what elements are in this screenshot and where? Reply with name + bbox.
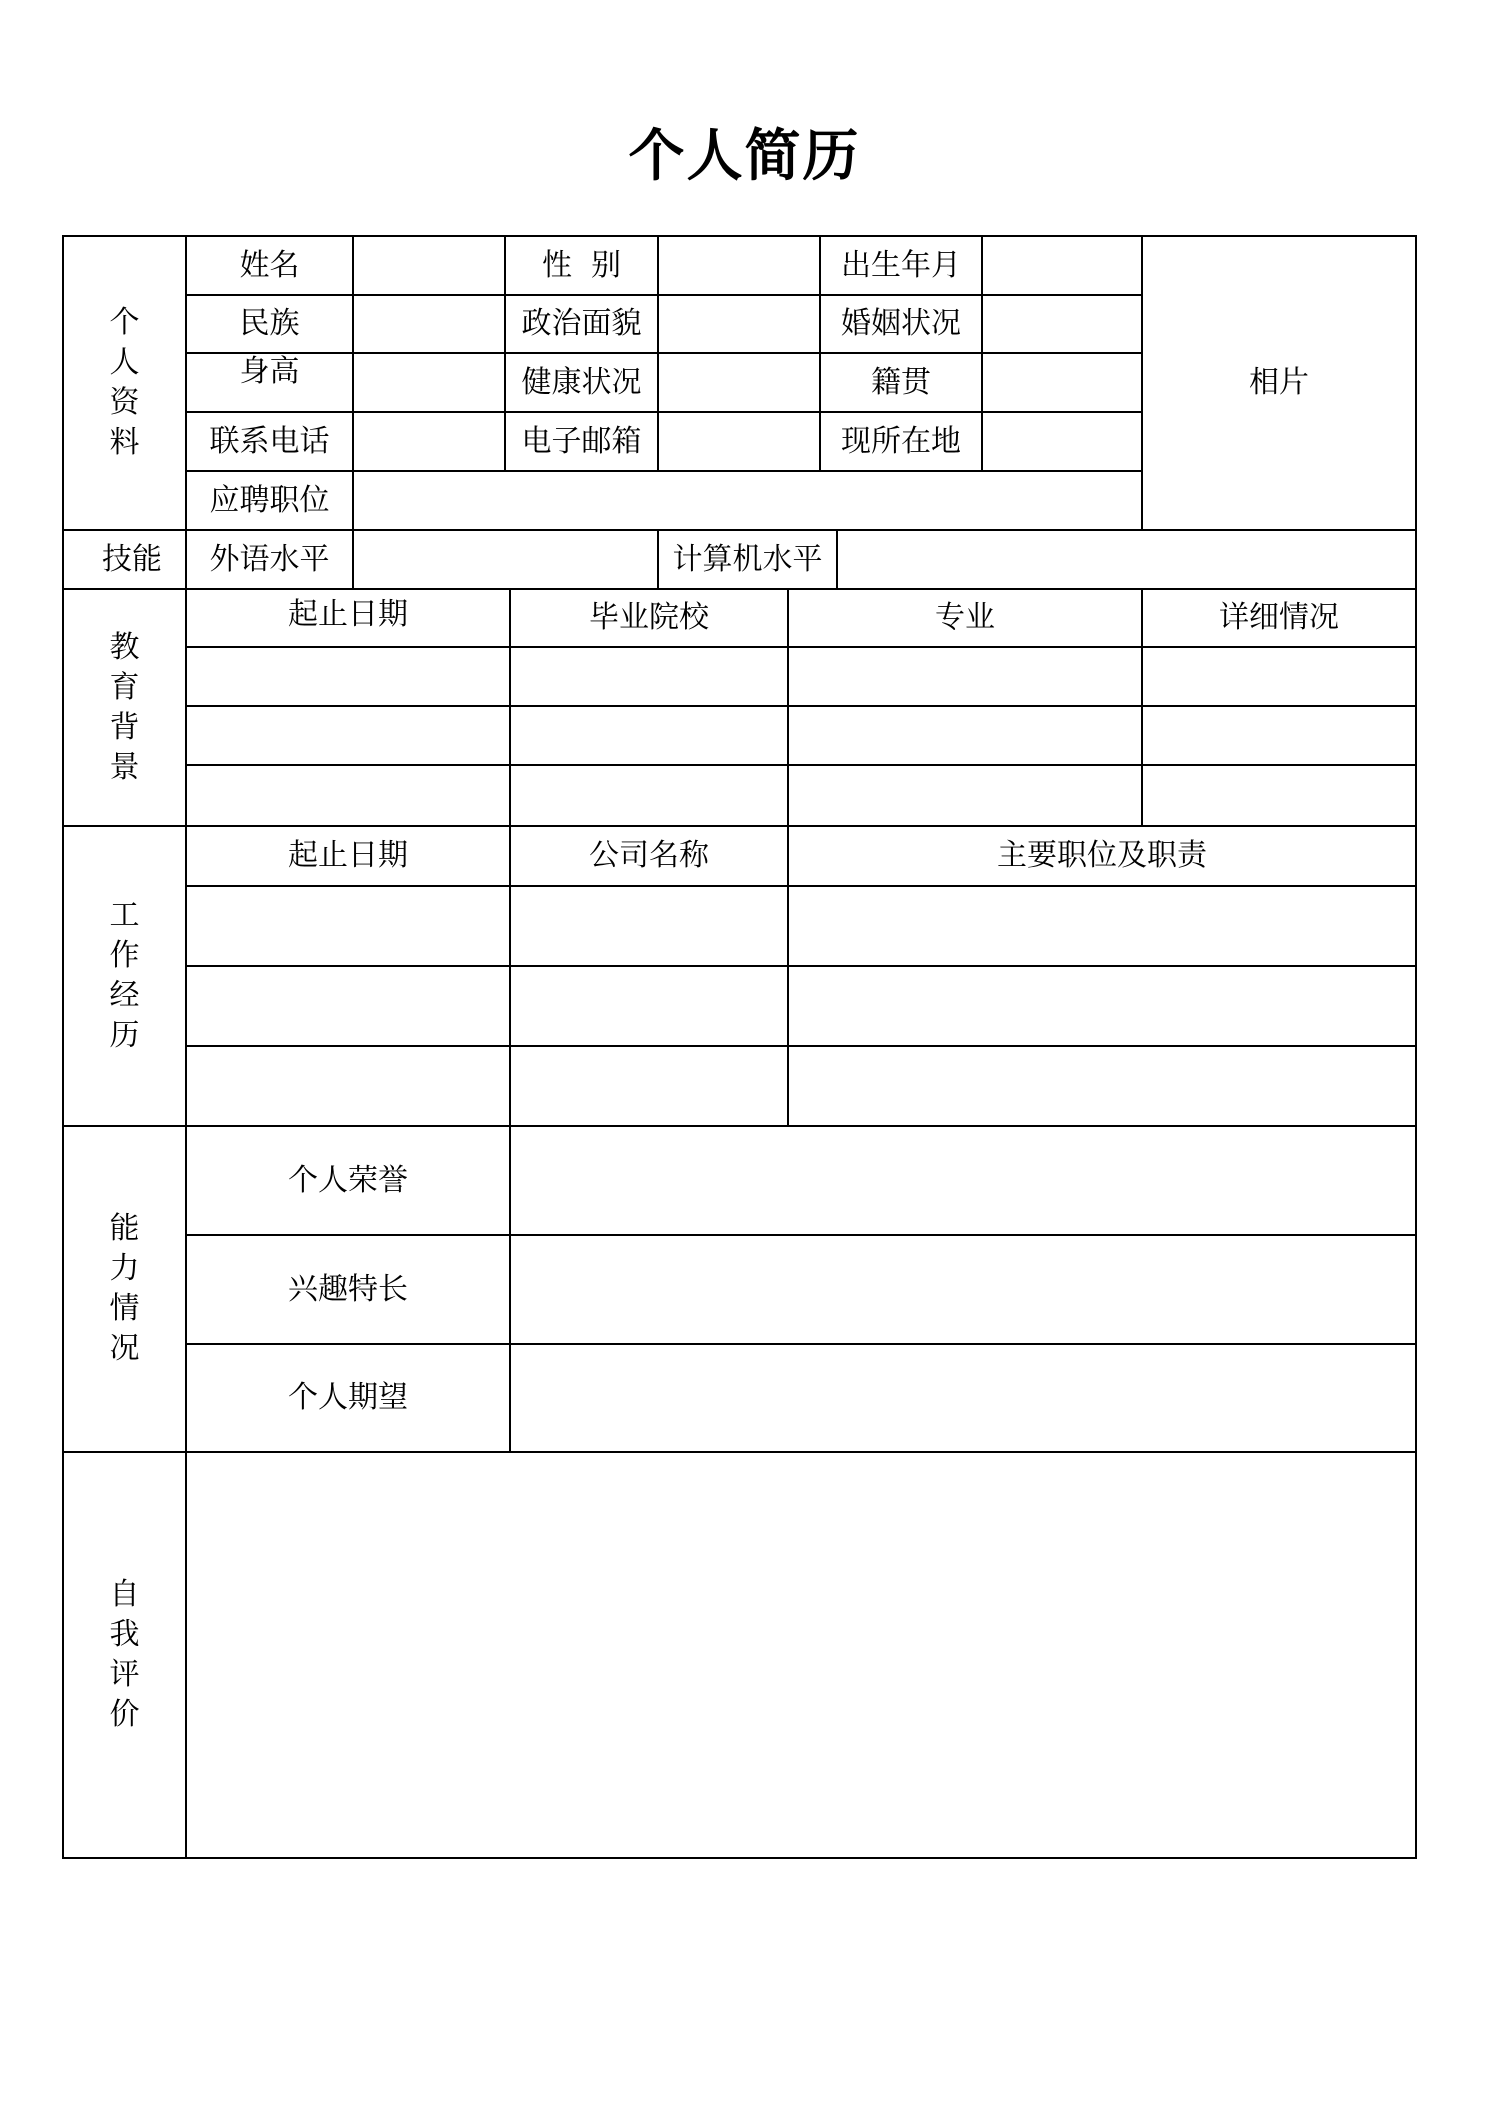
foreign-language-label: 外语水平 (209, 541, 330, 577)
self-evaluation-label-char: 价 (109, 1697, 140, 1732)
health-label: 健康状况 (521, 364, 642, 400)
work-row-1-duties[interactable] (788, 886, 1416, 966)
marital-status-label: 婚姻状况 (841, 306, 961, 341)
work-row-3-dates[interactable] (186, 1046, 510, 1126)
work-label-char: 作 (109, 938, 140, 973)
birth-date-label: 出生年月 (841, 247, 961, 283)
education-row-1-dates[interactable] (186, 647, 510, 706)
personal-label-char: 个 (109, 305, 140, 340)
education-row-1-school[interactable] (510, 647, 788, 706)
work-label-char: 历 (109, 1018, 140, 1053)
computer-level-field[interactable] (837, 530, 1416, 589)
self-evaluation-label-char: 我 (109, 1617, 140, 1652)
self-evaluation-section-label (63, 1452, 186, 1858)
work-header-company: 公司名称 (589, 838, 709, 873)
name-field[interactable] (353, 236, 505, 295)
work-section-label (63, 826, 186, 1126)
education-label-char: 育 (109, 669, 140, 705)
ability-label-char: 情 (109, 1291, 140, 1326)
work-header-dates: 起止日期 (288, 838, 408, 873)
education-section-label (63, 589, 186, 826)
photo-box[interactable]: 相片 (1249, 365, 1309, 400)
email-field[interactable] (658, 412, 820, 471)
residence-field[interactable] (982, 412, 1142, 471)
position-field[interactable] (353, 471, 1142, 530)
self-evaluation-label-char: 自 (109, 1577, 140, 1612)
expectation-field[interactable] (510, 1344, 1416, 1452)
residence-label: 现所在地 (841, 423, 961, 459)
education-row-1-details[interactable] (1142, 647, 1416, 706)
education-header-school: 毕业院校 (589, 600, 709, 635)
expectation-label: 个人期望 (288, 1380, 408, 1415)
work-label-char: 经 (109, 978, 140, 1013)
position-label: 应聘职位 (209, 482, 330, 518)
email-label: 电子邮箱 (521, 423, 642, 459)
personal-label-char: 资 (109, 385, 140, 420)
education-row-1-major[interactable] (788, 647, 1142, 706)
education-label-char: 教 (109, 629, 140, 665)
page-title: 个人简历 (628, 123, 861, 189)
education-row-2-details[interactable] (1142, 706, 1416, 765)
computer-level-label: 计算机水平 (672, 541, 823, 577)
ability-label-char: 能 (109, 1211, 140, 1246)
ethnicity-field[interactable] (353, 295, 505, 353)
work-row-1-company[interactable] (510, 886, 788, 966)
work-row-1-dates[interactable] (186, 886, 510, 966)
education-row-3-school[interactable] (510, 765, 788, 826)
ability-label-char: 况 (109, 1331, 140, 1366)
education-row-2-school[interactable] (510, 706, 788, 765)
skills-section-label: 技能 (102, 541, 162, 577)
foreign-language-field[interactable] (353, 530, 658, 589)
health-field[interactable] (658, 353, 820, 412)
hobbies-field[interactable] (510, 1235, 1416, 1344)
ability-section-label (63, 1126, 186, 1452)
honors-label: 个人荣誉 (288, 1162, 408, 1198)
education-label-char: 背 (109, 709, 140, 745)
phone-field[interactable] (353, 412, 505, 471)
political-status-field[interactable] (658, 295, 820, 353)
work-label-char: 工 (109, 898, 140, 933)
ability-label-char: 力 (109, 1251, 140, 1286)
personal-section-label (63, 236, 186, 530)
work-header-duties: 主要职位及职责 (997, 838, 1207, 873)
work-row-2-company[interactable] (510, 966, 788, 1046)
height-field[interactable] (353, 353, 505, 412)
education-row-3-major[interactable] (788, 765, 1142, 826)
education-row-2-major[interactable] (788, 706, 1142, 765)
education-header-details: 详细情况 (1219, 600, 1339, 635)
gender-label: 性 别 (541, 247, 622, 283)
political-status-label: 政治面貌 (521, 306, 642, 341)
hobbies-label: 兴趣特长 (288, 1271, 408, 1307)
education-row-3-details[interactable] (1142, 765, 1416, 826)
self-evaluation-label-char: 评 (109, 1657, 140, 1692)
work-row-3-company[interactable] (510, 1046, 788, 1126)
self-evaluation-field[interactable] (186, 1452, 1416, 1858)
education-label-char: 景 (109, 749, 140, 785)
name-label: 姓名 (239, 247, 300, 283)
education-row-3-dates[interactable] (186, 765, 510, 826)
work-row-3-duties[interactable] (788, 1046, 1416, 1126)
height-label: 身高 (239, 354, 300, 389)
education-row-2-dates[interactable] (186, 706, 510, 765)
phone-label: 联系电话 (209, 423, 330, 459)
gender-field[interactable] (658, 236, 820, 295)
ethnicity-label: 民族 (239, 306, 300, 341)
hometown-field[interactable] (982, 353, 1142, 412)
personal-label-char: 料 (109, 425, 140, 460)
honors-field[interactable] (510, 1126, 1416, 1235)
work-row-2-duties[interactable] (788, 966, 1416, 1046)
birth-date-field[interactable] (982, 236, 1142, 295)
education-header-major: 专业 (935, 600, 995, 635)
personal-label-char: 人 (109, 345, 140, 380)
education-header-dates: 起止日期 (288, 597, 408, 632)
marital-status-field[interactable] (982, 295, 1142, 353)
hometown-label: 籍贯 (871, 364, 931, 400)
work-row-2-dates[interactable] (186, 966, 510, 1046)
